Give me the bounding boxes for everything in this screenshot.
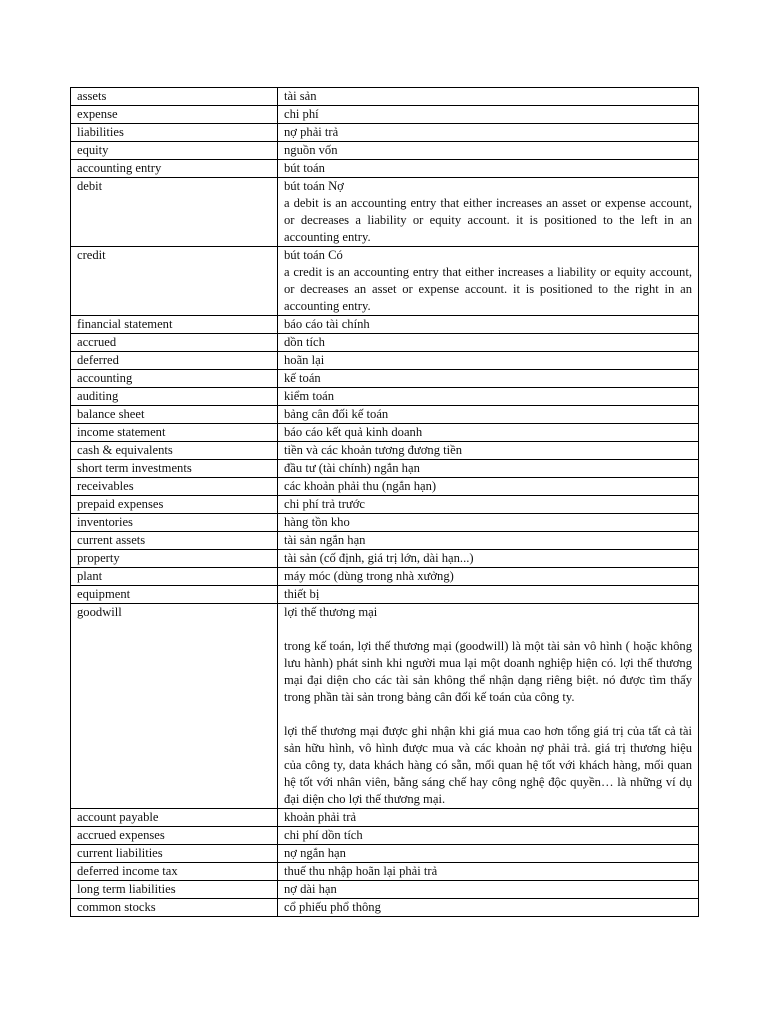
translation-text: hàng tồn kho (284, 515, 350, 529)
translation-text: máy móc (dùng trong nhà xưởng) (284, 569, 454, 583)
table-row (71, 370, 699, 388)
term-cell: common stocks (71, 899, 278, 917)
definition-cell (278, 863, 699, 881)
definition-cell (278, 550, 699, 568)
translation-text: bút toán Có (284, 248, 343, 262)
term-cell: plant (71, 568, 278, 586)
table-row (71, 827, 699, 845)
term-cell: prepaid expenses (71, 496, 278, 514)
definition-cell (278, 142, 699, 160)
definition-text: trong kế toán, lợi thế thương mại (goodwill) là một tài sản vô hình ( hoặc không lưu hành) phát sinh khi người mua lại một doanh nghiệp hiện có. lợi thế thương mại đại diện cho các tài sản không thể nhận dạng riêng biệt. nó được tìm thấy trong phần tài sản trong bảng cân đối kế toán của công ty. (284, 639, 692, 704)
definition-text: a debit is an accounting entry that either increases an asset or expense account, or decreases a liability or equity account. it is positioned to the left in an accounting entry. (284, 196, 692, 244)
definition-cell (278, 809, 699, 827)
term-cell: current liabilities (71, 845, 278, 863)
table-row (71, 178, 699, 247)
table-row (71, 352, 699, 370)
term-cell: accounting (71, 370, 278, 388)
translation-text: bút toán (284, 161, 325, 175)
translation-text: chi phí dồn tích (284, 828, 363, 842)
term-cell: account payable (71, 809, 278, 827)
table-row (71, 881, 699, 899)
term-cell: debit (71, 178, 278, 247)
table-row (71, 899, 699, 917)
table-row (71, 550, 699, 568)
term-cell: goodwill (71, 604, 278, 809)
glossary-table (70, 87, 699, 917)
definition-cell (278, 899, 699, 917)
term-cell: accounting entry (71, 160, 278, 178)
translation-text: hoãn lại (284, 353, 325, 367)
translation-text: kế toán (284, 371, 321, 385)
term-cell: financial statement (71, 316, 278, 334)
term-cell: equipment (71, 586, 278, 604)
translation-text: nợ dài hạn (284, 882, 337, 896)
translation-text: lợi thế thương mại (284, 605, 378, 619)
definition-cell (278, 247, 699, 316)
translation-text: nợ ngắn hạn (284, 846, 346, 860)
translation-text: dồn tích (284, 335, 325, 349)
table-row (71, 334, 699, 352)
definition-cell (278, 532, 699, 550)
definition-cell (278, 586, 699, 604)
term-cell: credit (71, 247, 278, 316)
translation-text: khoản phải trả (284, 810, 357, 824)
term-cell: accrued expenses (71, 827, 278, 845)
table-row (71, 406, 699, 424)
table-row (71, 586, 699, 604)
definition-cell (278, 406, 699, 424)
term-cell: expense (71, 106, 278, 124)
translation-text: cổ phiếu phổ thông (284, 900, 381, 914)
term-cell: current assets (71, 532, 278, 550)
table-row (71, 247, 699, 316)
definition-cell (278, 568, 699, 586)
translation-text: thuế thu nhập hoãn lại phải trả (284, 864, 438, 878)
table-row (71, 845, 699, 863)
table-row (71, 460, 699, 478)
definition-cell (278, 604, 699, 809)
table-row (71, 478, 699, 496)
term-cell: income statement (71, 424, 278, 442)
translation-text: bảng cân đối kế toán (284, 407, 389, 421)
translation-text: báo cáo kết quả kinh doanh (284, 425, 423, 439)
definition-cell (278, 514, 699, 532)
term-cell: deferred income tax (71, 863, 278, 881)
translation-text: chi phí (284, 107, 319, 121)
term-cell: liabilities (71, 124, 278, 142)
translation-text: chi phí trả trước (284, 497, 365, 511)
definition-cell (278, 178, 699, 247)
translation-text: tài sản ngắn hạn (284, 533, 366, 547)
translation-text: báo cáo tài chính (284, 317, 370, 331)
table-row (71, 106, 699, 124)
table-row (71, 604, 699, 809)
table-row (71, 496, 699, 514)
term-cell: balance sheet (71, 406, 278, 424)
definition-cell (278, 442, 699, 460)
term-cell: short term investments (71, 460, 278, 478)
definition-text: a credit is an accounting entry that either increases a liability or equity account, or decreases an asset or expense account. it is positioned to the right in an accounting entry. (284, 265, 692, 313)
translation-text: nợ phải trả (284, 125, 339, 139)
term-cell: assets (71, 88, 278, 106)
table-row (71, 809, 699, 827)
definition-cell (278, 460, 699, 478)
definition-text: lợi thế thương mại được ghi nhận khi giá mua cao hơn tổng giá trị của tất cả tài sản hữu hình, vô hình được mua và các khoản nợ phải trả. giá trị thương hiệu của công ty, data khách hàng có sẵn, mối quan hệ tốt với khách hàng, mối quan hệ tốt với nhân viên, bằng sáng chế hay công nghệ độc quyền… là những ví dụ đại diện cho lợi thế thương mại. (284, 724, 692, 806)
definition-cell (278, 845, 699, 863)
term-cell: inventories (71, 514, 278, 532)
translation-text: tiền và các khoản tương đương tiền (284, 443, 463, 457)
table-row (71, 388, 699, 406)
translation-text: đầu tư (tài chính) ngắn hạn (284, 461, 420, 475)
definition-cell (278, 881, 699, 899)
definition-cell (278, 478, 699, 496)
table-row (71, 142, 699, 160)
definition-cell (278, 496, 699, 514)
term-cell: long term liabilities (71, 881, 278, 899)
table-row (71, 124, 699, 142)
translation-text: các khoản phải thu (ngắn hạn) (284, 479, 437, 493)
glossary-body (71, 88, 699, 917)
definition-cell (278, 370, 699, 388)
term-cell: deferred (71, 352, 278, 370)
definition-cell (278, 106, 699, 124)
table-row (71, 424, 699, 442)
table-row (71, 568, 699, 586)
table-row (71, 160, 699, 178)
table-row (71, 863, 699, 881)
table-row (71, 532, 699, 550)
definition-cell (278, 124, 699, 142)
translation-text: thiết bị (284, 587, 320, 601)
term-cell: accrued (71, 334, 278, 352)
term-cell: property (71, 550, 278, 568)
translation-text: kiểm toán (284, 389, 335, 403)
term-cell: auditing (71, 388, 278, 406)
definition-cell (278, 388, 699, 406)
term-cell: cash & equivalents (71, 442, 278, 460)
definition-cell (278, 160, 699, 178)
table-row (71, 316, 699, 334)
translation-text: bút toán Nợ (284, 179, 344, 193)
definition-cell (278, 316, 699, 334)
translation-text: tài sản (284, 89, 317, 103)
table-row (71, 514, 699, 532)
definition-cell (278, 827, 699, 845)
translation-text: tài sản (cố định, giá trị lớn, dài hạn...) (284, 551, 474, 565)
definition-cell (278, 88, 699, 106)
paragraph-gap (284, 621, 692, 638)
definition-cell (278, 424, 699, 442)
translation-text: nguồn vốn (284, 143, 338, 157)
term-cell: receivables (71, 478, 278, 496)
table-row (71, 442, 699, 460)
paragraph-gap (284, 706, 692, 723)
table-row (71, 88, 699, 106)
term-cell: equity (71, 142, 278, 160)
definition-cell (278, 334, 699, 352)
definition-cell (278, 352, 699, 370)
